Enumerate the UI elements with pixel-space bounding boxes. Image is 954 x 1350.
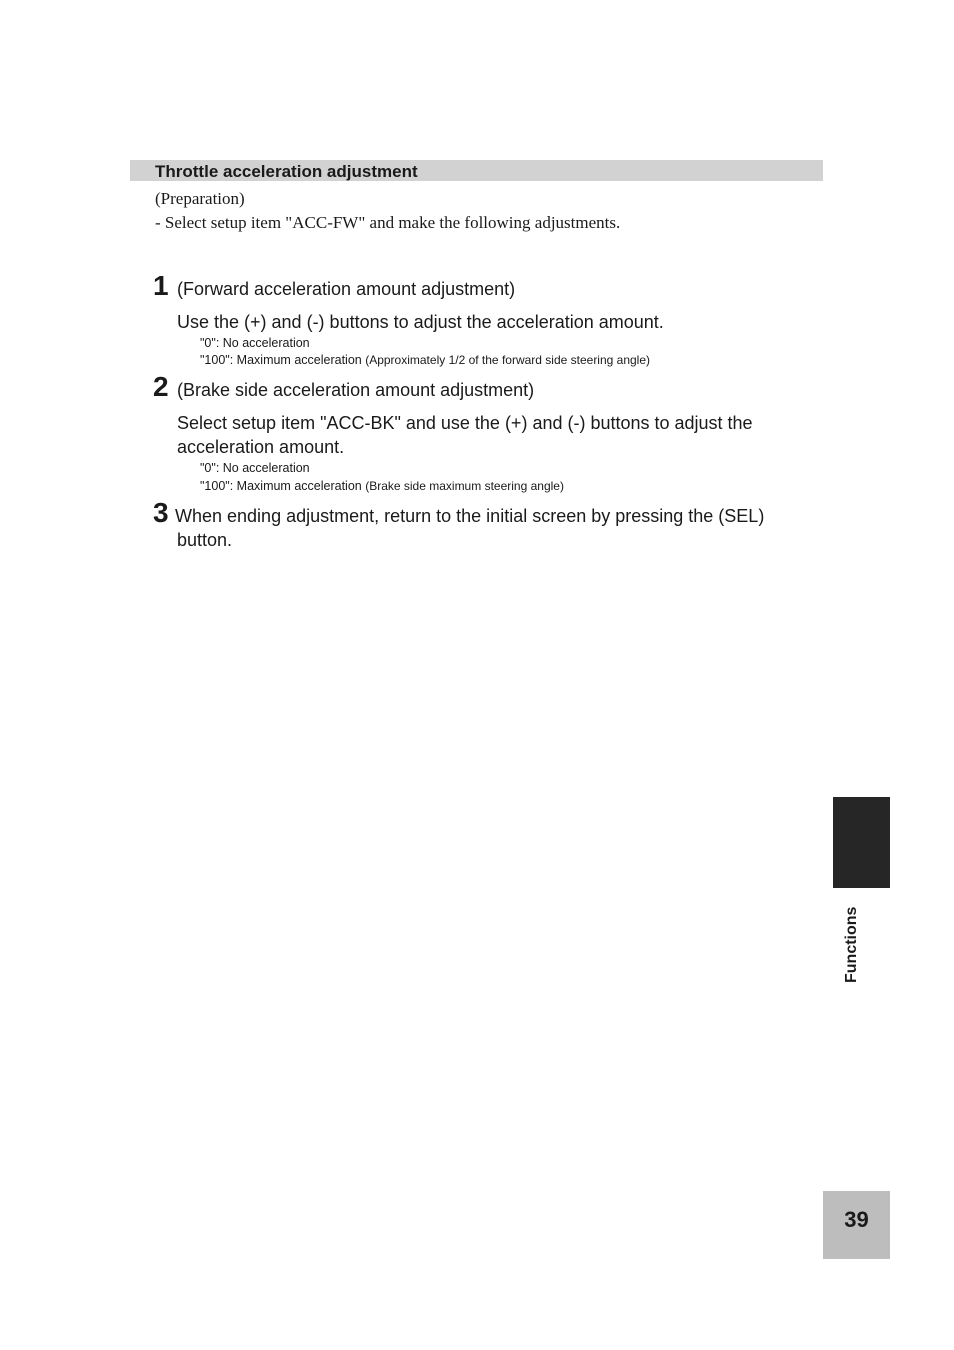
step-number-1: 1 bbox=[153, 270, 169, 301]
preparation-text: - Select setup item "ACC-FW" and make the following adjustments. bbox=[155, 213, 621, 232]
step-1-heading: (Forward acceleration amount adjustment) bbox=[177, 279, 516, 299]
step-number-3: 3 bbox=[153, 497, 169, 528]
step-number-2: 2 bbox=[153, 371, 169, 402]
step-3-text: When ending adjustment, return to the initial screen by pressing the (SEL) button. bbox=[175, 506, 765, 550]
step-2-note-max-paren: (Brake side maximum steering angle) bbox=[365, 479, 564, 493]
step-2-note-zero: "0": No acceleration bbox=[200, 461, 310, 475]
step-2-heading: (Brake side acceleration amount adjustment) bbox=[177, 380, 535, 400]
step-1-note-max-paren: (Approximately 1/2 of the forward side steering angle) bbox=[365, 353, 651, 367]
step-1-note-zero: "0": No acceleration bbox=[200, 336, 310, 350]
page-number: 39 bbox=[844, 1207, 869, 1232]
step-1-note-max-main: "100": Maximum acceleration bbox=[200, 353, 362, 367]
step-2-body: Select setup item "ACC-BK" and use the (+) and (-) buttons to adjust the acceleration amount. bbox=[177, 413, 753, 457]
step-2-note-max-main: "100": Maximum acceleration bbox=[200, 479, 362, 493]
preparation-block bbox=[155, 187, 620, 235]
step-1-note-max bbox=[200, 352, 650, 369]
chapter-tab-label: Functions bbox=[843, 906, 860, 983]
chapter-tab-marker bbox=[833, 797, 890, 888]
preparation-label: (Preparation) bbox=[155, 189, 245, 208]
section-title: Throttle acceleration adjustment bbox=[155, 162, 418, 181]
step-1-body: Use the (+) and (-) buttons to adjust the acceleration amount. bbox=[177, 312, 664, 332]
step-2-note-max bbox=[200, 478, 564, 495]
